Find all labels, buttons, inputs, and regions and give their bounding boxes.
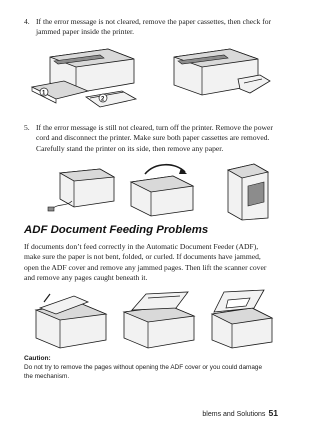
section-paragraph xyxy=(24,242,292,284)
caution-line: Do not try to remove the pages without opening the ADF cover or you could damage xyxy=(24,364,263,371)
paragraph-line: open the ADF cover and remove any jammed pages. Then lift the scanner cover xyxy=(24,262,267,272)
paragraph-line: and remove any pages caught beneath it. xyxy=(24,273,148,283)
caution-title: Caution: xyxy=(24,355,51,362)
cassette-2-marker: 2 xyxy=(101,96,105,103)
footer-section: blems and Solutions xyxy=(202,411,266,418)
step-line: If the error message is not cleared, remove the paper cassettes, then check for xyxy=(36,17,272,26)
cassette-removal-illustration xyxy=(30,47,140,109)
scanner-cover-illustration xyxy=(206,288,278,350)
paragraph-line: make sure the paper is not bent, folded, or curled. If documents have jammed, xyxy=(24,252,261,262)
caution-text xyxy=(24,364,292,381)
printer-rotate-illustration xyxy=(125,160,199,222)
section-heading: ADF Document Feeding Problems xyxy=(24,224,209,236)
step-number: 5. xyxy=(24,123,30,132)
step-line: Carefully stand the printer on its side, then remove any paper. xyxy=(36,143,224,153)
step-line: cord and disconnect the printer. Make sure both paper cassettes are removed. xyxy=(36,133,270,143)
step-line: jammed paper inside the printer. xyxy=(36,27,135,37)
page-footer xyxy=(202,408,278,418)
caution-line: the mechanism. xyxy=(24,372,70,380)
step-number: 4. xyxy=(24,17,30,26)
cassette-1-marker: 1 xyxy=(42,90,46,97)
step-text xyxy=(36,123,273,154)
page-number: 51 xyxy=(268,408,278,418)
adf-cover-illustration xyxy=(30,292,110,350)
step-line: If the error message is still not cleared, turn off the printer. Remove the power xyxy=(36,123,273,132)
adf-open-illustration xyxy=(118,290,198,350)
power-cord-illustration xyxy=(48,167,118,217)
step-5 xyxy=(24,123,288,156)
printer-illustration xyxy=(160,47,272,109)
step-4 xyxy=(24,17,286,39)
step-text xyxy=(36,17,271,38)
printer-on-side-illustration xyxy=(218,162,274,222)
paragraph-line: If documents don’t feed correctly in the Automatic Document Feeder (ADF), xyxy=(24,242,259,251)
